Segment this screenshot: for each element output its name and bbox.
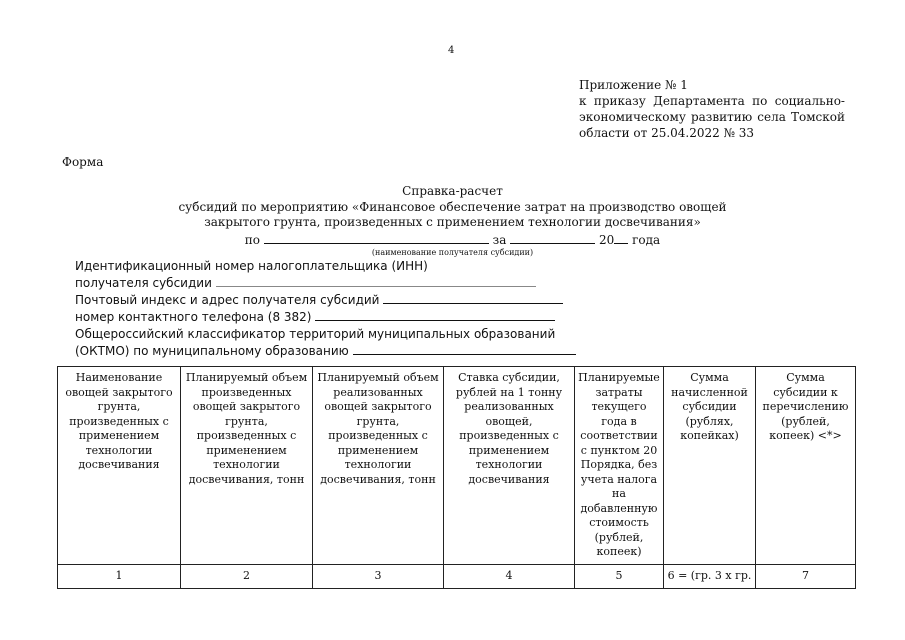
column-number-2: 2 (181, 564, 313, 588)
inn-label-1: Идентификационный номер налогоплательщика (ИНН) (75, 259, 428, 273)
appendix-block (579, 77, 845, 141)
phone-label: номер контактного телефона (8 382) (75, 310, 312, 324)
inn-field[interactable] (216, 275, 536, 287)
title-line-2: субсидий по мероприятию «Финансовое обеспечение затрат на производство овощей (178, 199, 727, 214)
appendix-line-2: к приказу Департамента по социально- (579, 94, 845, 108)
column-number-6: 6 = (гр. 3 x гр. (664, 564, 756, 588)
recipient-name-field[interactable] (264, 231, 489, 244)
appendix-line-3: экономическому развитию села Томской (579, 110, 845, 124)
period-field[interactable] (510, 231, 595, 244)
address-label: Почтовый индекс и адрес получателя субсидий (75, 293, 380, 307)
address-row (75, 292, 576, 309)
year-prefix: 20 (599, 232, 615, 247)
oktmo-label-2: (ОКТМО) по муниципальному образованию (75, 344, 349, 358)
header-planned-produced-volume: Планируемый объем произведенных овощей закрытого грунта, произведенных с применением технологии досвечивания, тонн (181, 367, 313, 565)
header-planned-sold-volume: Планируемый объем реализованных овощей закрытого грунта, произведенных с применением технологии досвечивания, тонн (313, 367, 444, 565)
inn-row (75, 275, 576, 292)
header-subsidy-to-transfer: Сумма субсидии к перечислению (рублей, копеек) <*> (756, 367, 856, 565)
table-header-row (58, 367, 856, 565)
phone-row (75, 309, 576, 326)
subsidy-table (57, 366, 856, 589)
appendix-line-4: области от 25.04.2022 № 33 (579, 126, 755, 140)
phone-field[interactable] (315, 309, 555, 321)
po-label: по (244, 232, 261, 247)
oktmo-label-1: Общероссийский классификатор территорий муниципальных образований (75, 327, 556, 341)
table-number-row (58, 564, 856, 588)
recipient-note: (наименование получателя субсидии) (371, 248, 534, 257)
form-label: Форма (62, 155, 104, 169)
header-accrued-subsidy: Сумма начисленной субсидии (рублях, копейках) (664, 367, 756, 565)
oktmo-field[interactable] (353, 343, 576, 355)
inn-label-2: получателя субсидии (75, 276, 212, 290)
column-number-7: 7 (756, 564, 856, 588)
za-label: за (492, 232, 507, 247)
address-field[interactable] (383, 292, 563, 304)
column-number-4: 4 (444, 564, 575, 588)
column-number-5: 5 (575, 564, 664, 588)
column-number-3: 3 (313, 564, 444, 588)
title-line-4 (150, 231, 755, 249)
page-number: 4 (448, 45, 455, 56)
column-number-1: 1 (58, 564, 181, 588)
title-line-1: Справка-расчет (402, 184, 503, 198)
year-field[interactable] (614, 231, 628, 244)
header-subsidy-rate: Ставка субсидии, рублей на 1 тонну реализованных овощей, произведенных с применением технологии досвечивания (444, 367, 575, 565)
document-title (150, 184, 755, 258)
header-planned-costs: Планируемые затраты текущего года в соответствии с пунктом 20 Порядка, без учета налога на добавленную стоимость (рублей, копеек) (575, 367, 664, 565)
appendix-line-1: Приложение № 1 (579, 78, 688, 92)
header-vegetable-name: Наименование овощей закрытого грунта, произведенных с применением технологии досвечивания (58, 367, 181, 565)
oktmo-row (75, 343, 576, 360)
recipient-fields (75, 258, 576, 360)
year-label: года (632, 232, 661, 247)
title-line-3: закрытого грунта, произведенных с применением технологии досвечивания» (204, 215, 701, 229)
